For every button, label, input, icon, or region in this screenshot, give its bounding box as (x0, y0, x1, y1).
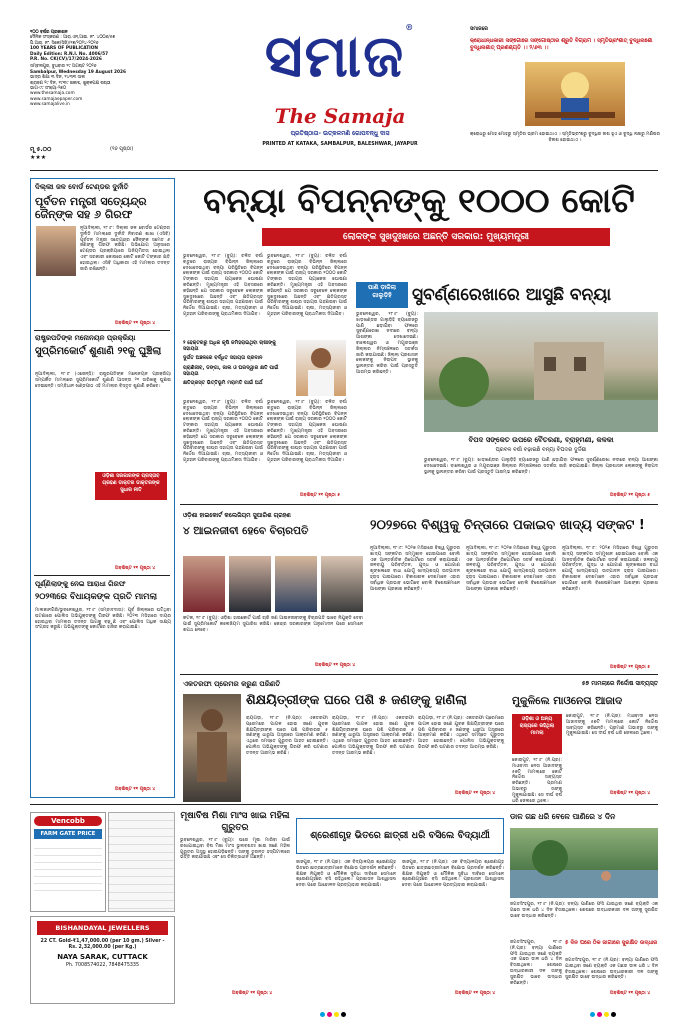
portrait-illustration (296, 340, 346, 396)
dot (327, 1012, 332, 1017)
accused-illustration (183, 694, 241, 802)
dot (590, 1012, 595, 1017)
bullet-item: ପ୍ରାଣିଜୀବ, ଡଙ୍ଗା, ଜାଲ ଓ ଘରଦ୍ୱାର କ୍ଷତି ପାଇଁ ସହାୟତା (183, 364, 279, 377)
maoist-body-2: କୋରାପୁଟ, ୧୮।୮ (ନି.ପ୍ର): ମାଓବାଦୀ ନେତା ଆଜାଦଙ୍କୁ ୫୭ଟି ମାମଲାରେ କୋର୍ଟ ନିର୍ଦ୍ଦୋଷ ସାବ୍ୟସ୍ତ କରିଛନ୍ତି। ପ୍ରମାଣ ଅଭାବରୁ ତାଙ୍କୁ ମୁକୁଳାଯାଇଛି। ସେ ଦୀର୍ଘ ବର୍ଷ ଧରି ଜେଲରେ ଥିଲେ। (512, 758, 562, 804)
crime-photo (183, 694, 241, 802)
left1-headline: ପୂର୍ବତନ ମନ୍ତ୍ରୀ ସତ୍ୟେନ୍ଦ୍ର ଜୈନ୍‌ଙ୍କ ସହ ୬ ଗିରଫ (35, 195, 147, 221)
maoist-headline: ମୁକୁଳିଲେ ମାଓନେତା ଆଜାଦ (512, 695, 623, 707)
krishna-image (525, 62, 625, 126)
left2-kicker: ରାଷ୍ଟ୍ରପତିଙ୍କ ମନୋନୟନ ପ୍ରକ୍ରିୟା (35, 334, 136, 342)
poison-headline: ମୂଷାବିଷ ମିଶା ମାଂସ ଖାଇ ମହିଳା ଗୁରୁତର (180, 811, 290, 833)
chariot-illustration (525, 62, 625, 126)
rescue-illustration (510, 828, 658, 898)
edition-line: P.R. No. CK(CV)/17/2024-2026 (30, 57, 102, 63)
section-divider-1 (180, 504, 658, 505)
dot (604, 1012, 609, 1017)
crime-continued[interactable]: ଅବଶିଷ୍ଟ ୧୧ ପୃଷ୍ଠା ୪ (455, 791, 496, 796)
edition-line: ଦୈନିକ ସଂସ୍କରଣ : ଆର୍.ଏନ୍‌.ଆଇ. ନଂ. ୪୦୦୬/୫୭ (30, 35, 116, 41)
edition-line: ଭାଦ୍ର ଶିକ୍ଷା ୩ ଦିନ, ୧୪୩୩ ସାଲ (30, 75, 85, 81)
crime-kicker: ଏକତରଫା ପ୍ରେମର କରୁଣ ପରିଣତି (183, 680, 281, 688)
bullet-item: ଦୁର୍ଗତ ଅଞ୍ଚଳରେ ବର୍ଦ୍ଧିତ ସହାୟତା ପ୍ରଦାନ (183, 355, 263, 362)
flood-caption-sub: ପ୍ରବଳ ବର୍ଷା ବଢ଼ାଇଛି ବନ୍ୟା ବିପଦର ଦୁର୍ଦ୍ଦଶା (495, 447, 587, 453)
crime-body-col2: ରାୟଗଡ଼ା, ୧୮।୮ (ନି.ପ୍ର): ଏକତରଫା ପ୍ରେମରେ ପାଗଳ ହୋଇ ଜଣେ ଯୁବକ ଶିକ୍ଷୟିତ୍ରୀଙ୍କ ଘରେ ପଶି ପରିବାରର ୫ ଜଣଙ୍କୁ ଧାରୁଆ ଅସ୍ତ୍ରରେ ଆକ୍ରମଣ କରିଛି। ଏଥିରେ ସମସ୍ତେ ଗୁରୁତର ଆହତ ହୋଇଛନ୍ତି। ପୋଲିସ ଅଭିଯୁକ୍ତଙ୍କୁ ଗିରଫ କରି ଘଟଣାର ତଦନ୍ତ ଆରମ୍ଭ କରିଛି। (332, 716, 414, 756)
vencobb-logo: Vencobb (34, 816, 102, 826)
left-divider-2 (34, 575, 170, 576)
lead-subhead: ଲୋକଙ୍କ ସୁଖଦୁଃଖରେ ଅଛନ୍ତି ସରକାର: ମୁଖ୍ୟମନ୍ତ୍ରୀ (262, 228, 610, 246)
judges-kicker: ଓଡ଼ିଶା ହାଇକୋର୍ଟ କଲେଜିୟମ ସୁପାରିଶ ଗ୍ରହଣ (183, 512, 291, 519)
poison-continued[interactable]: ଅବଶିଷ୍ଟ ୧୧ ପୃଷ୍ଠା ୪ (232, 991, 273, 996)
crime-body-col3: ରାୟଗଡ଼ା, ୧୮।୮ (ନି.ପ୍ର): ଏକତରଫା ପ୍ରେମରେ ପାଗଳ ହୋଇ ଜଣେ ଯୁବକ ଶିକ୍ଷୟିତ୍ରୀଙ୍କ ଘରେ ପଶି ପରିବାରର ୫ ଜଣଙ୍କୁ ଧାରୁଆ ଅସ୍ତ୍ରରେ ଆକ୍ରମଣ କରିଛି। ଏଥିରେ ସମସ୍ତେ ଗୁରୁତର ଆହତ ହୋଇଛନ୍ତି। ପୋଲିସ ଅଭିଯୁକ୍ତଙ୍କୁ ଗିରଫ କରି ଘଟଣାର ତଦନ୍ତ ଆରମ୍ଭ କରିଛି। (418, 716, 504, 750)
section-divider-2 (180, 674, 658, 675)
maoist-continued[interactable]: ଅବଶିଷ୍ଟ ୧୧ ପୃଷ୍ଠା ୪ (610, 791, 651, 796)
jeweller-ad[interactable] (30, 916, 175, 1004)
website-link[interactable]: www.thesamaja.com (30, 91, 75, 97)
left3-continued[interactable]: ଅବଶିଷ୍ଟ ୧୧ ପୃଷ୍ଠା ୪ (115, 787, 156, 792)
header-divider (30, 170, 658, 171)
food-continued[interactable]: ଅବଶିଷ୍ଟ ୧୧ ପୃଷ୍ଠା ୫ (610, 665, 651, 670)
lead-body: ଭୁବନେଶ୍ୱର, ୧୮।୮ (ବ୍ୟୁ): ଚଳିତ ବର୍ଷା ଋତୁରେ ରାଜ୍ୟର ବିଭିନ୍ନ ଜିଲ୍ଲାରେ ଦେଖାଦେଇଥିବା ବନ୍ୟା ପରିସ୍ଥିତିରେ ବିପନ୍ନ ଲୋକଙ୍କ ପାଇଁ ରାଜ୍ୟ ସରକାର ୧୦୦୦ କୋଟି ଟଙ୍କାର ସହାୟତା ପ୍ୟାକେଜ ଘୋଷଣା କରିଛନ୍ତି। ମୁଖ୍ୟମନ୍ତ୍ରୀ ଏହି ଅବସରରେ କହିଛନ୍ତି ଯେ ସରକାର ସବୁବେଳେ ଲୋକଙ୍କ ସୁଖଦୁଃଖରେ ଅଛନ୍ତି ଏବଂ କ୍ଷତିଗ୍ରସ୍ତ ପରିବାରଙ୍କୁ ଶୀଘ୍ର ସହାୟତା ପହଞ୍ଚାଇବା ପାଇଁ ନିର୍ଦ୍ଦେଶ ଦିଆଯାଇଛି। ଚାଷୀ, ମତ୍ସ୍ୟଜୀବୀ ଓ ଗୃହହୀନ ପରିବାରଙ୍କୁ ପ୍ରାଥମିକତା ଦିଆଯିବ। (183, 254, 263, 317)
left3-headline: ୨୦୨୩ରେ ବିଧାୟକଙ୍କ ପ୍ରତି ମାମଲା (35, 592, 158, 602)
farm-gate-label: FARM GATE PRICE (34, 829, 102, 839)
lead-body-col4: ଭୁବନେଶ୍ୱର, ୧୮।୮ (ବ୍ୟୁ): ଚଳିତ ବର୍ଷା ଋତୁରେ ରାଜ୍ୟର ବିଭିନ୍ନ ଜିଲ୍ଲାରେ ଦେଖାଦେଇଥିବା ବନ୍ୟା ପରିସ୍ଥିତିରେ ବିପନ୍ନ ଲୋକଙ୍କ ପାଇଁ ରାଜ୍ୟ ସରକାର ୧୦୦୦ କୋଟି ଟଙ୍କାର ସହାୟତା ପ୍ୟାକେଜ ଘୋଷଣା କରିଛନ୍ତି। ମୁଖ୍ୟମନ୍ତ୍ରୀ ଏହି ଅବସରରେ କହିଛନ୍ତି ଯେ ସରକାର ସବୁବେଳେ ଲୋକଙ୍କ ସୁଖଦୁଃଖରେ ଅଛନ୍ତି ଏବଂ କ୍ଷତିଗ୍ରସ୍ତ ପରିବାରଙ୍କୁ ଶୀଘ୍ର ସହାୟତା ପହଞ୍ଚାଇବା ପାଇଁ ନିର୍ଦ୍ଦେଶ ଦିଆଯାଇଛି। ଚାଷୀ, ମତ୍ସ୍ୟଜୀବୀ ଓ ଗୃହହୀନ ପରିବାରଙ୍କୁ ପ୍ରାଥମିକତା ଦିଆଯିବ। (267, 400, 347, 463)
jeweller-phone: Ph. 7008574022, 7848475335 (65, 963, 140, 968)
left1-body: ନୂଆଦିଲ୍ଲୀ, ୧୮।୮: ଦିଲ୍ଲୀ ଜଳ ବୋର୍ଡର ଟେଣ୍ଡର ଦୁର୍ନୀତି ମାମଲାରେ ଦୁର୍ନୀତି ନିବାରଣ ଶାଖା (ଏସିବି) ପୂର୍ବତନ ମନ୍ତ୍ରୀ ସତ୍ୟେନ୍ଦ୍ର ଜୈନ୍‌ଙ୍କ ସମେତ ୬ ଜଣଙ୍କୁ ଗିରଫ କରିଛି। ଅଭିଯୋଗ ଅନୁସାରେ ଟେଣ୍ଡର ପ୍ରକ୍ରିୟାରେ ଅନିୟମିତତା ହୋଇଥିଲା ଏବଂ ସରକାରୀ କୋଷରେ କୋଟି କୋଟି ଟଙ୍କାର କ୍ଷତି ହୋଇଥିଲା। ଏସିବି ଅଧିକାରୀ ଏହି ମାମଲାର ତଦନ୍ତ ଜାରି ରଖିଛନ୍ତି। (80, 226, 170, 272)
flood-headline: ସୁବର୍ଣ୍ଣରେଖାରେ ଆସୁଛି ବନ୍ୟା (412, 285, 612, 305)
lead-headline: ବନ୍ୟା ବିପନ୍ନଙ୍କୁ ୧୦୦୦ କୋଟି (203, 181, 635, 221)
cm-photo (296, 340, 346, 396)
dot (611, 1012, 616, 1017)
food-body: ନୂଆଦିଲ୍ଲୀ, ୧୮।୮: ୨୦୨୭ ମସିହାରେ ବିଶ୍ୱ ଗୁରୁତର ଖାଦ୍ୟ ସଙ୍କଟର ସମ୍ମୁଖୀନ ହୋଇପାରେ ବୋଲି ଏକ ଆନ୍ତର୍ଜାତିକ ରିପୋର୍ଟରେ ସତର୍କ କରାଯାଇଛି। ଜଳବାୟୁ ପରିବର୍ତ୍ତନ, ଯୁଦ୍ଧ ଓ ଯୋଗାଣ ଶୃଙ୍ଖଳାରେ ବାଧା ଯୋଗୁଁ ଖାଦ୍ୟଶସ୍ୟ ଉତ୍ପାଦନ ହ୍ରାସ ପାଇପାରେ। ବିକାଶଶୀଳ ଦେଶମାନେ ଏହାର ସର୍ବାଧିକ ପ୍ରଭାବ ଭୋଗିବେ ବୋଲି ବିଶେଷଜ୍ଞମାନେ ଆଶଙ୍କା ପ୍ରକାଶ କରିଛନ୍ତି। (370, 546, 460, 592)
edition-line: Sambalpur, Wednesday 19 August 2026 (30, 69, 126, 75)
tree-sub: ୫ ଦିନ ପରେ ଠିକ ଜାଗାରେ ସୁରକ୍ଷିତ ଉଦ୍ଧାର (565, 940, 658, 946)
judges-photos (183, 556, 363, 612)
masthead-logo (250, 22, 430, 92)
quote-headline: କ୍ରୋଧାନ୍ଧକାରୀ ସଙ୍ଗୋରେ ସଙ୍ଗୋଷ୍ଠୀର ଶ୍ରୁତି ବିଗ୍ରାମ । ସ୍ମୃତିଭ୍ରଂଶାତ୍‌ ବୁଦ୍ଧିନାଶୋ ବୁଦ୍ଧିନାଶାତ୍‌ ପ୍ରଣଶ୍ୟତି ।। ୨/୬୩ ।। (470, 38, 653, 51)
food-headline: ୨୦୨୭ରେ ବିଶ୍ୱକୁ ଚିନ୍ତାରେ ପକାଇବ ଖାଦ୍ୟ ସଙ୍କଟ ! (370, 518, 645, 533)
website-link[interactable]: www.samajaepaper.com (30, 96, 83, 102)
masthead-english: The Samaja (274, 104, 406, 128)
printed-at: PRINTED AT KATAKA, SAMBALPUR, BALESHWAR, JAYAPUR (262, 142, 418, 147)
bullet-item: କ୍ଷତିଗ୍ରସ୍ତ ଭିତ୍ତିଭୂମି ମରାମତି ପାଇଁ ଅର୍ଥ (183, 380, 263, 387)
section-divider-3 (30, 804, 658, 805)
left1-photo (36, 226, 76, 276)
jeweller-rate: 22 CT. Gold-₹1,47,000.00 (per 10 gm.) Silver - Rs. 2,32,000.00 (per Kg.) (40, 939, 165, 950)
flooded-house-illustration (424, 312, 658, 432)
tree-photo (510, 828, 658, 898)
dot (320, 1012, 325, 1017)
dot (597, 1012, 602, 1017)
edition-info (30, 30, 170, 108)
judges-continued[interactable]: ଅବଶିଷ୍ଟ ୧୧ ପୃଷ୍ଠା ୪ (315, 663, 356, 668)
tree-body-2: ଜଗତସିଂହପୁର, ୧୮।୮ (ନି.ପ୍ର): ବନ୍ୟା ପାଣିରେ ଫସି ଯାଇଥିବା ଜଣେ ବ୍ୟକ୍ତି ଏକ ଗଛର ଡାଳ ଧରି ୪ ଦିନ ବିତାଇଥିଲେ। ଶେଷରେ ଉଦ୍ଧାରକାରୀ ଦଳ ତାଙ୍କୁ ସୁରକ୍ଷିତ ଭାବେ ଉଦ୍ଧାର କରିଛନ୍ତି। (510, 940, 562, 986)
registered-mark: ® (405, 22, 416, 32)
lead-bullets (183, 340, 293, 386)
left2-continued[interactable]: ଅବଶିଷ୍ଟ ୧୧ ପୃଷ୍ଠା ୪ (115, 566, 156, 571)
edition-line: ଭାଗ-୯୯ ସଂଖ୍ୟା-୨୭୦ (30, 86, 66, 92)
flood-body-2: ଭୁବନେଶ୍ୱର, ୧୮।୮ (ବ୍ୟୁ): ଝାଡ଼ଖଣ୍ଡର ଗାଲୁଡ଼ିହି ବ୍ୟାରେଜରୁ ପାଣି ଛଡ଼ାଯିବା ଫଳରେ ସୁବର୍ଣ୍ଣରେଖା ନଦୀରେ ବନ୍ୟା ଆଶଙ୍କା ଦେଖାଦେଇଛି। ବାଲେଶ୍ୱର ଓ ମୟୂରଭଞ୍ଜ ଜିଲ୍ଲାର ନିମ୍ନାଞ୍ଚଳରେ ସତର୍କତା ଜାରି କରାଯାଇଛି। ଜିଲ୍ଲା ପ୍ରଶାସନ ଲୋକଙ୍କୁ ନିରାପଦ ସ୍ଥାନକୁ ସ୍ଥାନାନ୍ତର କରିବା ପାଇଁ ପ୍ରସ୍ତୁତି ଆରମ୍ଭ କରିଛନ୍ତି। (424, 458, 658, 475)
bullet-item: ୨ ହେକ୍ଟରରୁ ଅଧିକ କୃଷି ଜମିହରାଇଥିବା ଚାଷୀଙ୍କୁ ସହାୟତା (183, 340, 276, 353)
left-divider-1 (34, 330, 170, 331)
crime-body: ରାୟଗଡ଼ା, ୧୮।୮ (ନି.ପ୍ର): ଏକତରଫା ପ୍ରେମରେ ପାଗଳ ହୋଇ ଜଣେ ଯୁବକ ଶିକ୍ଷୟିତ୍ରୀଙ୍କ ଘରେ ପଶି ପରିବାରର ୫ ଜଣଙ୍କୁ ଧାରୁଆ ଅସ୍ତ୍ରରେ ଆକ୍ରମଣ କରିଛି। ଏଥିରେ ସମସ୍ତେ ଗୁରୁତର ଆହତ ହୋଇଛନ୍ତି। ପୋଲିସ ଅଭିଯୁକ୍ତଙ୍କୁ ଗିରଫ କରି ଘଟଣାର ତଦନ୍ତ ଆରମ୍ଭ କରିଛି। (246, 716, 328, 756)
left1-kicker: ଦିଲ୍ଲୀ ଜଳ ବୋର୍ଡ ଟେଣ୍ଡର ଦୁର୍ନୀତି (35, 183, 129, 191)
maoist-kicker: ୫୭ ମାମଲାରେ ନିର୍ଦ୍ଦୋଷ ସାବ୍ୟସ୍ତ (581, 680, 658, 687)
edition-stars: ★★★ (30, 154, 47, 161)
left2-headline: ସୁପ୍ରିମକୋର୍ଟ ଶୁଣାଣି ୨୧କୁ ଘୁଞ୍ଚିଲା (35, 346, 162, 357)
poison-body: ଭୁବନେଶ୍ୱର, ୧୮।୮ (ବ୍ୟୁ): ଘରେ ମୂଷା ମାରିବା ପାଇଁ ରଖାଯାଇଥିବା ବିଷ ମିଶା ମାଂସ ଭୁଲବଶତଃ ଖାଇ ଜଣେ ମହିଳା ଗୁରୁତର ଅସୁସ୍ଥ ହୋଇପଡ଼ିଛନ୍ତି। ତାଙ୍କୁ ତୁରନ୍ତ ହସ୍ପିଟାଲରେ ଭର୍ତ୍ତି କରାଯାଇଛି ଏବଂ ସେ ଚିକିତ୍ସାଧୀନ ଅଛନ୍ତି। (180, 838, 290, 861)
tagline: ପ୍ରତିଷ୍ଠାତା- ଉତ୍କଳମଣି ଗୋପବନ୍ଧୁ ଦାସ (290, 130, 390, 137)
tree-continued[interactable]: ଅବଶିଷ୍ଟ ୧୧ ପୃଷ୍ଠା ୪ (610, 991, 651, 996)
crime-headline: ଶିକ୍ଷୟିତ୍ରୀଙ୍କ ଘରେ ପଶି ୫ ଜଣଙ୍କୁ ହାଣିଲା (246, 693, 467, 708)
quote-caption: କ୍ରୋଧରୁ ମୋହ ମୋହରୁ ସ୍ମୃତିର ଭ୍ରମ ହୋଇଥାଏ । ସ୍ମୃତିଭ୍ରଂଶରୁ ବୁଦ୍ଧିର ନାଶ ହୁଏ ଓ ବୁଦ୍ଧି ନାଶରୁ ମଣିଷର ବିନାଶ ହୋଇଥାଏ । (470, 132, 660, 143)
logo-text: ସମାଜ (264, 22, 406, 90)
price: ମୂ ୫.୦୦ (30, 146, 52, 153)
student-headline: ଶ୍ରେଣୀଗୃହ ଭିତରେ ଛାତ୍ରୀ ଧରି ବସିଲେ ବିଦ୍ୟାର୍ଥୀ (310, 830, 490, 841)
dot (341, 1012, 346, 1017)
flood-body: ଭୁବନେଶ୍ୱର, ୧୮।୮ (ବ୍ୟୁ): ଝାଡ଼ଖଣ୍ଡର ଗାଲୁଡ଼ିହି ବ୍ୟାରେଜରୁ ପାଣି ଛଡ଼ାଯିବା ଫଳରେ ସୁବର୍ଣ୍ଣରେଖା ନଦୀରେ ବନ୍ୟା ଆଶଙ୍କା ଦେଖାଦେଇଛି। ବାଲେଶ୍ୱର ଓ ମୟୂରଭଞ୍ଜ ଜିଲ୍ଲାର ନିମ୍ନାଞ୍ଚଳରେ ସତର୍କତା ଜାରି କରାଯାଇଛି। ଜିଲ୍ଲା ପ୍ରଶାସନ ଲୋକଙ୍କୁ ନିରାପଦ ସ୍ଥାନକୁ ସ୍ଥାନାନ୍ତର କରିବା ପାଇଁ ପ୍ରସ୍ତୁତି ଆରମ୍ଭ କରିଛନ୍ତି। (356, 312, 418, 375)
student-body: ଜାଜପୁର, ୧୮।୮ (ନି.ପ୍ର): ଏକ ବିଦ୍ୟାଳୟର ଶ୍ରେଣୀଗୃହ ଭିତରେ ଛାତ୍ରଛାତ୍ରୀମାନେ ବିକ୍ଷୋଭ ପ୍ରଦର୍ଶନ କରିଛନ୍ତି। ଶିକ୍ଷକ ନିଯୁକ୍ତି ଓ ମୌଳିକ ସୁବିଧା ଦାବିରେ ସେମାନେ ଶ୍ରେଣୀଗୃହରେ ବସି ରହିଥିଲେ। ପ୍ରଶାସନ ଆଶ୍ୱାସନା ଦେବା ପରେ ଆନ୍ଦୋଳନ ପ୍ରତ୍ୟାହାର କରାଯାଇଛି। (296, 860, 396, 889)
flood-tag: ପାଣି ଡ଼ାଳିଲା ଗାଲୁଡ଼ିହି (356, 282, 408, 308)
judge-photo (229, 556, 271, 612)
food-body-col2: ନୂଆଦିଲ୍ଲୀ, ୧୮।୮: ୨୦୨୭ ମସିହାରେ ବିଶ୍ୱ ଗୁରୁତର ଖାଦ୍ୟ ସଙ୍କଟର ସମ୍ମୁଖୀନ ହୋଇପାରେ ବୋଲି ଏକ ଆନ୍ତର୍ଜାତିକ ରିପୋର୍ଟରେ ସତର୍କ କରାଯାଇଛି। ଜଳବାୟୁ ପରିବର୍ତ୍ତନ, ଯୁଦ୍ଧ ଓ ଯୋଗାଣ ଶୃଙ୍ଖଳାରେ ବାଧା ଯୋଗୁଁ ଖାଦ୍ୟଶସ୍ୟ ଉତ୍ପାଦନ ହ୍ରାସ ପାଇପାରେ। ବିକାଶଶୀଳ ଦେଶମାନେ ଏହାର ସର୍ବାଧିକ ପ୍ରଭାବ ଭୋଗିବେ ବୋଲି ବିଶେଷଜ୍ଞମାନେ ଆଶଙ୍କା ପ୍ରକାଶ କରିଛନ୍ତି। (466, 546, 556, 592)
left3-body: ମାଲକାନଗିରି/ଭୁବନେଶ୍ୱର, ୧୮।୮ (ସମ୍ବାଦଦାତା): ପୂର୍ବ ଜିଲ୍ଲାରେ ଘଟିଥିବା ଘଟଣାରେ ପୋଲିସ ଅଭିଯୁକ୍ତଙ୍କୁ ଗିରଫ କରିଛି। ୨୦୨୩ ମସିହାରେ ଦାୟର ହୋଇଥିବା ମାମଲାର ତଦନ୍ତ ଆଗକୁ ବଢ଼ୁଛି ଏବଂ ପୋଲିସ ଅଧିକ ସାକ୍ଷ୍ୟ ସଂଗ୍ରହ କରୁଛି। ଅଭିଯୁକ୍ତଙ୍କୁ କୋର୍ଟରେ ହାଜର କରାଯାଇଛି। (35, 608, 171, 631)
page-count: (୧୬ ପୃଷ୍ଠା) (110, 146, 134, 152)
judges-body: କଟକ, ୧୮।୮ (ବ୍ୟୁ): ଓଡ଼ିଶା ହାଇକୋର୍ଟ ପାଇଁ ଚାରି ଜଣ ଆଇନଜୀବୀଙ୍କୁ ବିଚାରପତି ଭାବେ ନିଯୁକ୍ତି ଦେବା ପାଇଁ ସୁପ୍ରିମକୋର୍ଟ କଲେଜିୟମ ସୁପାରିଶ କରିଛି। କେନ୍ଦ୍ର ସରକାରଙ୍କ ଅନୁମୋଦନ ପରେ ସେମାନେ ଶପଥ ନେବେ। (183, 616, 363, 633)
left2-infobox: ଓଡ଼ିଶା ସରକାରଙ୍କ ପ୍ରସ୍ତାବ ଗ୍ରହଣ ଡାକ୍ତର ଡାକ୍ତରଙ୍କ ସୁଧାର ନୀତି (95, 472, 167, 500)
judge-photo (321, 556, 363, 612)
edition-line: ଶ୍ରାବଣ ୨୯ ଦିନ, ୧୯୩୯ ଶକାବ୍ଦ, ଶୁକ୍ଳପକ୍ଷ ଷଷ୍ଠୀ (30, 80, 111, 86)
edition-line: Daily Edition: R.N.I. No. 4006/57 (30, 51, 109, 57)
ad-rate-table (34, 842, 102, 894)
judge-photo (183, 556, 225, 612)
lead-continued[interactable]: ଅବଶିଷ୍ଟ ୧୧ ପୃଷ୍ଠା ୫ (300, 493, 341, 498)
judge-photo (275, 556, 317, 612)
student-continued[interactable]: ଅବଶିଷ୍ଟ ୧୧ ପୃଷ୍ଠା ୪ (455, 991, 496, 996)
quote-label: ସମାଜରେ (470, 26, 488, 32)
lead-body-col2: ଭୁବନେଶ୍ୱର, ୧୮।୮ (ବ୍ୟୁ): ଚଳିତ ବର୍ଷା ଋତୁରେ ରାଜ୍ୟର ବିଭିନ୍ନ ଜିଲ୍ଲାରେ ଦେଖାଦେଇଥିବା ବନ୍ୟା ପରିସ୍ଥିତିରେ ବିପନ୍ନ ଲୋକଙ୍କ ପାଇଁ ରାଜ୍ୟ ସରକାର ୧୦୦୦ କୋଟି ଟଙ୍କାର ସହାୟତା ପ୍ୟାକେଜ ଘୋଷଣା କରିଛନ୍ତି। ମୁଖ୍ୟମନ୍ତ୍ରୀ ଏହି ଅବସରରେ କହିଛନ୍ତି ଯେ ସରକାର ସବୁବେଳେ ଲୋକଙ୍କ ସୁଖଦୁଃଖରେ ଅଛନ୍ତି ଏବଂ କ୍ଷତିଗ୍ରସ୍ତ ପରିବାରଙ୍କୁ ଶୀଘ୍ର ସହାୟତା ପହଞ୍ଚାଇବା ପାଇଁ ନିର୍ଦ୍ଦେଶ ଦିଆଯାଇଛି। ଚାଷୀ, ମତ୍ସ୍ୟଜୀବୀ ଓ ଗୃହହୀନ ପରିବାରଙ୍କୁ ପ୍ରାଥମିକତା ଦିଆଯିବ। (267, 254, 347, 317)
edition-line: ୧୦୦ ବର୍ଷର ପ୍ରକାଶନ (30, 30, 68, 35)
food-body-col3: ନୂଆଦିଲ୍ଲୀ, ୧୮।୮: ୨୦୨୭ ମସିହାରେ ବିଶ୍ୱ ଗୁରୁତର ଖାଦ୍ୟ ସଙ୍କଟର ସମ୍ମୁଖୀନ ହୋଇପାରେ ବୋଲି ଏକ ଆନ୍ତର୍ଜାତିକ ରିପୋର୍ଟରେ ସତର୍କ କରାଯାଇଛି। ଜଳବାୟୁ ପରିବର୍ତ୍ତନ, ଯୁଦ୍ଧ ଓ ଯୋଗାଣ ଶୃଙ୍ଖଳାରେ ବାଧା ଯୋଗୁଁ ଖାଦ୍ୟଶସ୍ୟ ଉତ୍ପାଦନ ହ୍ରାସ ପାଇପାରେ। ବିକାଶଶୀଳ ଦେଶମାନେ ଏହାର ସର୍ବାଧିକ ପ୍ରଭାବ ଭୋଗିବେ ବୋଲି ବିଶେଷଜ୍ଞମାନେ ଆଶଙ୍କା ପ୍ରକାଶ କରିଛନ୍ତି। (562, 546, 658, 592)
lead-body-col3: ଭୁବନେଶ୍ୱର, ୧୮।୮ (ବ୍ୟୁ): ଚଳିତ ବର୍ଷା ଋତୁରେ ରାଜ୍ୟର ବିଭିନ୍ନ ଜିଲ୍ଲାରେ ଦେଖାଦେଇଥିବା ବନ୍ୟା ପରିସ୍ଥିତିରେ ବିପନ୍ନ ଲୋକଙ୍କ ପାଇଁ ରାଜ୍ୟ ସରକାର ୧୦୦୦ କୋଟି ଟଙ୍କାର ସହାୟତା ପ୍ୟାକେଜ ଘୋଷଣା କରିଛନ୍ତି। ମୁଖ୍ୟମନ୍ତ୍ରୀ ଏହି ଅବସରରେ କହିଛନ୍ତି ଯେ ସରକାର ସବୁବେଳେ ଲୋକଙ୍କ ସୁଖଦୁଃଖରେ ଅଛନ୍ତି ଏବଂ କ୍ଷତିଗ୍ରସ୍ତ ପରିବାରଙ୍କୁ ଶୀଘ୍ର ସହାୟତା ପହଞ୍ଚାଇବା ପାଇଁ ନିର୍ଦ୍ଦେଶ ଦିଆଯାଇଛି। ଚାଷୀ, ମତ୍ସ୍ୟଜୀବୀ ଓ ଗୃହହୀନ ପରିବାରଙ୍କୁ ପ୍ରାଥମିକତା ଦିଆଯିବ। (183, 400, 263, 463)
tree-headline: ଡାଳ ଗଛ ଧରି ବେଳେ ପାଣିରେ ୪ ଦିନ (510, 812, 616, 821)
flood-caption: ବିପଦ ସଙ୍କେତ ଉପରେ ବୈତରଣୀ, ବ୍ରାହ୍ମଣୀ, କଳକା (468, 436, 614, 444)
left1-continued[interactable]: ଅବଶିଷ୍ଟ ୧୧ ପୃଷ୍ଠା ୪ (115, 321, 156, 326)
judges-headline: ୪ ଆଇନଜୀବୀ ହେବେ ବିଚାରପତି (183, 525, 309, 537)
edition-line: ପି.ଆର୍‌. ନଂ. ସିକେ(ସିଜି)/୧୭/୨୦୨୪-୨୦୨୬ (30, 40, 99, 46)
registration-marks (590, 1002, 618, 1021)
edition-line: ସମ୍ବଲପୁର, ବୁଧବାର ୧୯ ଅଗଷ୍ଟ ୨୦୨୬ (30, 64, 97, 70)
maoist-infobox: ଓଡ଼ିଶା ଓ ଅନ୍ୟ ରାଜ୍ୟରେ ରହିଥିଲା ମାମଲା (512, 714, 562, 754)
edition-line: 100 YEARS OF PUBLICATION (30, 46, 98, 52)
flood-continued[interactable]: ଅବଶିଷ୍ଟ ୧୧ ପୃଷ୍ଠା ୫ (610, 493, 651, 498)
dot (334, 1012, 339, 1017)
maoist-body: କୋରାପୁଟ, ୧୮।୮ (ନି.ପ୍ର): ମାଓବାଦୀ ନେତା ଆଜାଦଙ୍କୁ ୫୭ଟି ମାମଲାରେ କୋର୍ଟ ନିର୍ଦ୍ଦୋଷ ସାବ୍ୟସ୍ତ କରିଛନ୍ତି। ପ୍ରମାଣ ଅଭାବରୁ ତାଙ୍କୁ ମୁକୁଳାଯାଇଛି। ସେ ଦୀର୍ଘ ବର୍ଷ ଧରି ଜେଲରେ ଥିଲେ। (566, 714, 658, 737)
jeweller-name: BISHANDAYAL JEWELLERS (37, 921, 168, 935)
tree-body-3: ଜଗତସିଂହପୁର, ୧୮।୮ (ନି.ପ୍ର): ବନ୍ୟା ପାଣିରେ ଫସି ଯାଇଥିବା ଜଣେ ବ୍ୟକ୍ତି ଏକ ଗଛର ଡାଳ ଧରି ୪ ଦିନ ବିତାଇଥିଲେ। ଶେଷରେ ଉଦ୍ଧାରକାରୀ ଦଳ ତାଙ୍କୁ ସୁରକ୍ଷିତ ଭାବେ ଉଦ୍ଧାର କରିଛନ୍ତି। (565, 958, 658, 981)
vencobb-ad[interactable] (30, 812, 106, 912)
website-link[interactable]: www.samajalive.in (30, 102, 70, 108)
student-body-col2: ଜାଜପୁର, ୧୮।୮ (ନି.ପ୍ର): ଏକ ବିଦ୍ୟାଳୟର ଶ୍ରେଣୀଗୃହ ଭିତରେ ଛାତ୍ରଛାତ୍ରୀମାନେ ବିକ୍ଷୋଭ ପ୍ରଦର୍ଶନ କରିଛନ୍ତି। ଶିକ୍ଷକ ନିଯୁକ୍ତି ଓ ମୌଳିକ ସୁବିଧା ଦାବିରେ ସେମାନେ ଶ୍ରେଣୀଗୃହରେ ବସି ରହିଥିଲେ। ପ୍ରଶାସନ ଆଶ୍ୱାସନା ଦେବା ପରେ ଆନ୍ଦୋଳନ ପ୍ରତ୍ୟାହାର କରାଯାଇଛି। (402, 860, 504, 889)
left3-kicker: ପୂର୍ଣ୍ଣିଲାଙ୍କୁ ନେଇ ଆରାଧା ଗିରଫ (35, 580, 126, 588)
rate-list (108, 812, 175, 912)
jeweller-address: NAYA SARAK, CUTTACK (57, 953, 148, 961)
flood-photo (424, 312, 658, 432)
registration-marks (320, 1002, 348, 1021)
left2-body: ନୂଆଦିଲ୍ଲୀ, ୧୮।୮ (ଏଜେନ୍ସି): ରାଷ୍ଟ୍ରପତିଙ୍କ ମନୋନୟନ ପ୍ରକ୍ରିୟା ସମ୍ପର୍କିତ ମାମଲାରେ ସୁପ୍ରିମକୋର୍ଟ ଶୁଣାଣି ଆସନ୍ତା ୨୧ ତାରିଖକୁ ଘୁଞ୍ଚାଇ ଦେଇଛନ୍ତି। ସମ୍ବିଧାନ ଖଣ୍ଡପୀଠ ଏହି ମାମଲାର ବିସ୍ତୃତ ଶୁଣାଣି କରିବେ। (35, 372, 171, 389)
tree-body: ଜଗତସିଂହପୁର, ୧୮।୮ (ନି.ପ୍ର): ବନ୍ୟା ପାଣିରେ ଫସି ଯାଇଥିବା ଜଣେ ବ୍ୟକ୍ତି ଏକ ଗଛର ଡାଳ ଧରି ୪ ଦିନ ବିତାଇଥିଲେ। ଶେଷରେ ଉଦ୍ଧାରକାରୀ ଦଳ ତାଙ୍କୁ ସୁରକ୍ଷିତ ଭାବେ ଉଦ୍ଧାର କରିଛନ୍ତି। (510, 902, 658, 919)
